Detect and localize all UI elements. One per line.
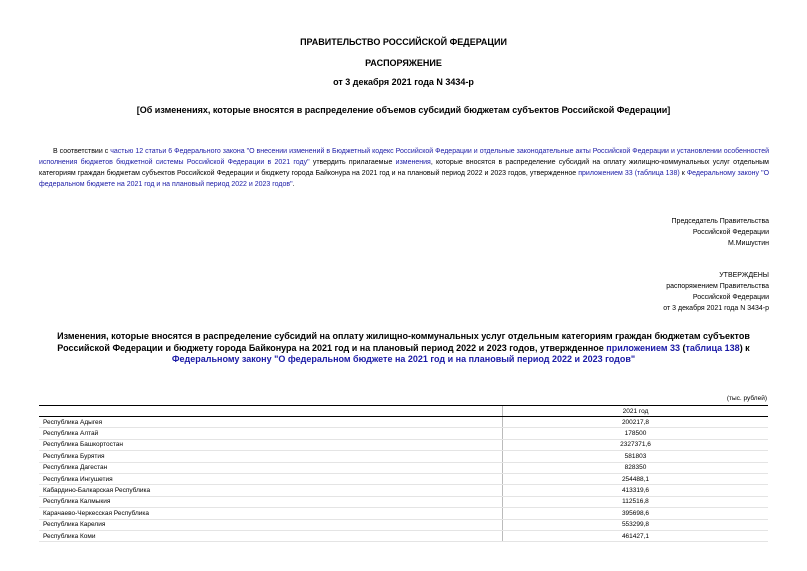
paragraph-text-2: утвердить прилагаемые bbox=[309, 159, 396, 166]
paragraph-text-4: к bbox=[679, 170, 687, 177]
changes-title-text-1: Изменения, которые вносятся в распределение субсидий на оплату жилищно-коммунальных услуг отдельным категориям граждан бюджетам субъектов Российской Федерации и бюджету города Байконура на 2021 год и на плановый период 2022 и 2023 годов, утвержденное bbox=[57, 331, 750, 353]
table-row bbox=[39, 519, 768, 530]
subsidy-value: 553299,8 bbox=[503, 519, 769, 530]
subsidy-value: 2327371,6 bbox=[503, 439, 769, 450]
link-federal-budget-law[interactable]: Федеральному закону "О федеральном бюджете на 2021 год и на плановый период 2022 и 2023 годов" bbox=[39, 170, 770, 188]
subsidy-table bbox=[39, 405, 768, 542]
units-label: (тыс. рублей) bbox=[726, 395, 767, 402]
document-subject: [Об изменениях, которые вносятся в распределение объемов субсидий бюджетам субъектов Российской Федерации] bbox=[136, 105, 671, 115]
subsidy-value: 581803 bbox=[503, 451, 769, 462]
changes-title-text-2: ( bbox=[680, 342, 686, 353]
link-appendix-33[interactable]: приложением 33 (таблица 138) bbox=[578, 170, 680, 177]
region-name: Республика Карелия bbox=[39, 519, 503, 530]
approval-line-2: распоряжением Правительства bbox=[666, 283, 769, 290]
signature-block bbox=[672, 216, 769, 249]
table-body bbox=[39, 417, 768, 542]
approval-date: от 3 декабря 2021 года N 3434-р bbox=[663, 305, 769, 312]
table-row bbox=[39, 462, 768, 473]
table-row bbox=[39, 496, 768, 507]
subsidy-value: 461427,1 bbox=[503, 530, 769, 541]
region-name: Республика Калмыкия bbox=[39, 496, 503, 507]
link-appendix[interactable]: приложением 33 bbox=[606, 342, 681, 353]
region-name: Карачаево-Черкесская Республика bbox=[39, 508, 503, 519]
subsidy-value: 828350 bbox=[503, 462, 769, 473]
link-table-138[interactable]: таблица 138 bbox=[685, 342, 740, 353]
table-header-row bbox=[39, 406, 768, 417]
table-row bbox=[39, 508, 768, 519]
paragraph-text-3: , которые вносятся в распределение субсидий на оплату жилищно-коммунальных услуг отдельным категориям граждан бюджетам субъектов Российской Федерации и бюджету города Байконура на 2021 год и на плановый период 2022 и 2023 годов, утвержденное bbox=[39, 159, 769, 177]
table-row bbox=[39, 451, 768, 462]
region-name: Республика Башкортостан bbox=[39, 439, 503, 450]
link-federal-law[interactable]: Федеральному закону "О федеральном бюджете на 2021 год и на плановый период 2022 и 2023 годов" bbox=[171, 354, 636, 364]
document-type: РАСПОРЯЖЕНИЕ bbox=[365, 58, 442, 68]
column-header-2021: 2021 год bbox=[503, 406, 769, 417]
region-name: Кабардино-Балкарская Республика bbox=[39, 485, 503, 496]
paragraph-text-5: . bbox=[292, 181, 295, 188]
subsidy-value: 395698,6 bbox=[503, 508, 769, 519]
subsidy-value: 112516,8 bbox=[503, 496, 769, 507]
region-name: Республика Алтай bbox=[39, 428, 503, 439]
region-name: Республика Дагестан bbox=[39, 462, 503, 473]
region-name: Республика Ингушетия bbox=[39, 473, 503, 484]
signature-org: Российской Федерации bbox=[692, 229, 769, 236]
subsidy-value: 178500 bbox=[503, 428, 769, 439]
government-heading: ПРАВИТЕЛЬСТВО РОССИЙСКОЙ ФЕДЕРАЦИИ bbox=[300, 37, 507, 47]
subsidy-value: 413319,6 bbox=[503, 485, 769, 496]
region-name: Республика Бурятия bbox=[39, 451, 503, 462]
signature-position: Председатель Правительства bbox=[671, 218, 769, 225]
paragraph-text-1: В соответствии с bbox=[53, 148, 111, 155]
approval-block bbox=[663, 270, 769, 314]
approval-line-3: Российской Федерации bbox=[692, 294, 769, 301]
approval-title: УТВЕРЖДЕНЫ bbox=[719, 272, 769, 279]
link-changes[interactable]: изменения bbox=[395, 159, 431, 166]
table-row bbox=[39, 485, 768, 496]
signature-name: М.Мишустин bbox=[727, 240, 769, 247]
table-row bbox=[39, 417, 768, 428]
changes-title-text-3: ) к bbox=[739, 342, 750, 353]
document-date-number: от 3 декабря 2021 года N 3434-р bbox=[333, 77, 474, 87]
subsidy-value: 254488,1 bbox=[503, 473, 769, 484]
table-row bbox=[39, 530, 768, 541]
region-name: Республика Адыгея bbox=[39, 417, 503, 428]
changes-title bbox=[40, 331, 767, 366]
subsidy-value: 200217,8 bbox=[503, 417, 769, 428]
table-row bbox=[39, 473, 768, 484]
table-row bbox=[39, 439, 768, 450]
header-empty-cell bbox=[39, 406, 503, 417]
main-paragraph bbox=[39, 146, 769, 190]
table-row bbox=[39, 428, 768, 439]
region-name: Республика Коми bbox=[39, 530, 503, 541]
link-law-article[interactable]: частью 12 статьи 6 Федерального закона "О внесении изменений в Бюджетный кодекс Российской Федерации и отдельные законодательные акты Российской Федерации и установлении особенностей исполнения бюджетов бюджетной системы Российской Федерации в 2021 году" bbox=[39, 148, 770, 166]
